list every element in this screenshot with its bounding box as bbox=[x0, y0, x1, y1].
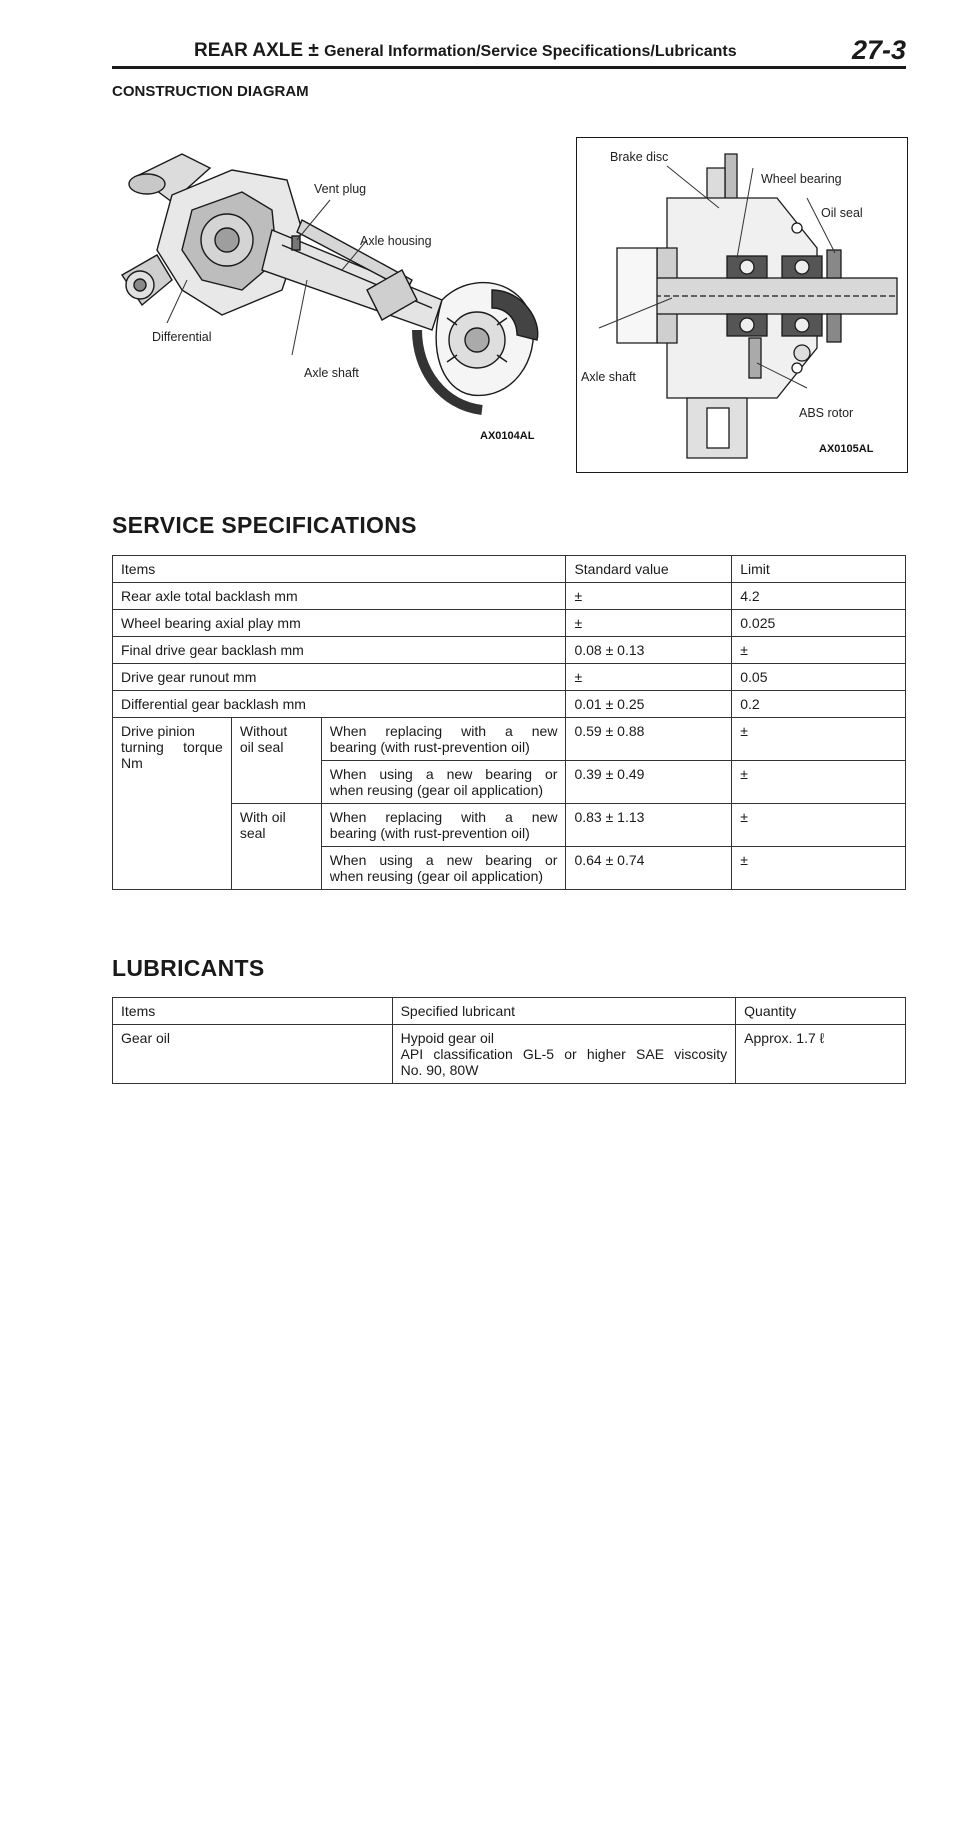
table-row bbox=[113, 583, 906, 610]
condition-line: when reusing (gear oil application) bbox=[329, 782, 544, 798]
cell-standard: 0.83 ± 1.13 bbox=[566, 804, 732, 847]
table-row bbox=[113, 718, 906, 761]
figure-code-left: AX0104AL bbox=[480, 430, 535, 442]
cell-pinion-item bbox=[113, 718, 232, 890]
lubricant-line: No. 90, 80W bbox=[400, 1062, 479, 1078]
with-oil-seal-line: seal bbox=[239, 825, 266, 841]
cell-limit: ± bbox=[732, 847, 906, 890]
cell-standard: ± bbox=[566, 610, 732, 637]
pinion-item-line: turning torque bbox=[121, 739, 223, 755]
cell-standard: 0.01 ± 0.25 bbox=[566, 691, 732, 718]
lubricant-line: Hypoid gear oil bbox=[400, 1030, 494, 1046]
service-specifications-table bbox=[112, 555, 906, 890]
cell-limit: 0.2 bbox=[732, 691, 906, 718]
page-header bbox=[112, 34, 906, 69]
cell-item: Gear oil bbox=[113, 1025, 393, 1084]
label-vent-plug: Vent plug bbox=[314, 182, 367, 196]
cell-condition bbox=[321, 804, 566, 847]
table-header-row bbox=[113, 998, 906, 1025]
cell-limit: 0.025 bbox=[732, 610, 906, 637]
condition-line: bearing (with rust-prevention oil) bbox=[329, 739, 530, 755]
condition-line: when reusing (gear oil application) bbox=[329, 868, 544, 884]
construction-heading: CONSTRUCTION DIAGRAM bbox=[112, 83, 309, 100]
cell-item: Drive gear runout mm bbox=[113, 664, 566, 691]
axle-assembly-figure bbox=[112, 140, 552, 460]
cell-item: Final drive gear backlash mm bbox=[113, 637, 566, 664]
table-row bbox=[113, 691, 906, 718]
cell-condition bbox=[321, 761, 566, 804]
cell-limit: 4.2 bbox=[732, 583, 906, 610]
pinion-item-unit: Nm bbox=[121, 755, 143, 771]
lubricant-line: API classification GL-5 or higher SAE viscosity bbox=[400, 1046, 728, 1062]
cell-item: Rear axle total backlash mm bbox=[113, 583, 566, 610]
column-header-lubricant: Specified lubricant bbox=[392, 998, 736, 1025]
table-header-row bbox=[113, 556, 906, 583]
cell-with-oil-seal bbox=[231, 804, 321, 890]
cell-standard: ± bbox=[566, 664, 732, 691]
page-number: 27-3 bbox=[851, 35, 906, 65]
cell-standard: 0.39 ± 0.49 bbox=[566, 761, 732, 804]
label-oil-seal: Oil seal bbox=[821, 206, 863, 220]
without-oil-seal-line: oil seal bbox=[239, 739, 284, 755]
cell-item: Differential gear backlash mm bbox=[113, 691, 566, 718]
cell-standard: ± bbox=[566, 583, 732, 610]
hub-section-figure bbox=[576, 137, 908, 473]
cell-item: Wheel bearing axial play mm bbox=[113, 610, 566, 637]
cell-limit: ± bbox=[732, 761, 906, 804]
header-chapter: REAR AXLE ± bbox=[194, 40, 319, 61]
with-oil-seal-line: With oil bbox=[239, 809, 286, 825]
cell-quantity: Approx. 1.7 ℓ bbox=[736, 1025, 906, 1084]
condition-line: When replacing with a new bbox=[329, 809, 558, 825]
column-header-items: Items bbox=[113, 556, 566, 583]
lubricants-heading: LUBRICANTS bbox=[112, 955, 265, 981]
cell-limit: ± bbox=[732, 804, 906, 847]
lubricants-table bbox=[112, 997, 906, 1084]
condition-line: When replacing with a new bbox=[329, 723, 558, 739]
header-title bbox=[194, 40, 737, 62]
condition-line: When using a new bearing or bbox=[329, 852, 558, 868]
service-specifications-heading: SERVICE SPECIFICATIONS bbox=[112, 512, 417, 538]
table-row bbox=[113, 610, 906, 637]
cell-lubricant bbox=[392, 1025, 736, 1084]
without-oil-seal-line: Without bbox=[239, 723, 288, 739]
pinion-item-line: Drive pinion bbox=[121, 723, 195, 739]
label-brake-disc: Brake disc bbox=[610, 150, 669, 164]
header-subtitle: General Information/Service Specifications/Lubricants bbox=[324, 43, 737, 60]
table-row bbox=[113, 804, 906, 847]
column-header-limit: Limit bbox=[732, 556, 906, 583]
table-row bbox=[113, 637, 906, 664]
cell-condition bbox=[321, 847, 566, 890]
cell-condition bbox=[321, 718, 566, 761]
cell-limit: 0.05 bbox=[732, 664, 906, 691]
label-wheel-bearing: Wheel bearing bbox=[761, 172, 842, 186]
condition-line: When using a new bearing or bbox=[329, 766, 558, 782]
cell-standard: 0.08 ± 0.13 bbox=[566, 637, 732, 664]
table-row bbox=[113, 664, 906, 691]
cell-standard: 0.64 ± 0.74 bbox=[566, 847, 732, 890]
hub-section-drawing bbox=[577, 138, 907, 472]
condition-line: bearing (with rust-prevention oil) bbox=[329, 825, 530, 841]
column-header-quantity: Quantity bbox=[736, 998, 906, 1025]
column-header-items: Items bbox=[113, 998, 393, 1025]
cell-limit: ± bbox=[732, 718, 906, 761]
figure-code-right: AX0105AL bbox=[819, 443, 874, 455]
cell-without-oil-seal bbox=[231, 718, 321, 804]
column-header-standard: Standard value bbox=[566, 556, 732, 583]
label-axle-shaft-section: Axle shaft bbox=[581, 370, 636, 384]
table-row bbox=[113, 1025, 906, 1084]
label-differential: Differential bbox=[152, 330, 212, 344]
label-abs-rotor: ABS rotor bbox=[799, 406, 854, 420]
label-axle-shaft: Axle shaft bbox=[304, 366, 359, 380]
cell-standard: 0.59 ± 0.88 bbox=[566, 718, 732, 761]
label-axle-housing: Axle housing bbox=[360, 234, 432, 248]
cell-limit: ± bbox=[732, 637, 906, 664]
